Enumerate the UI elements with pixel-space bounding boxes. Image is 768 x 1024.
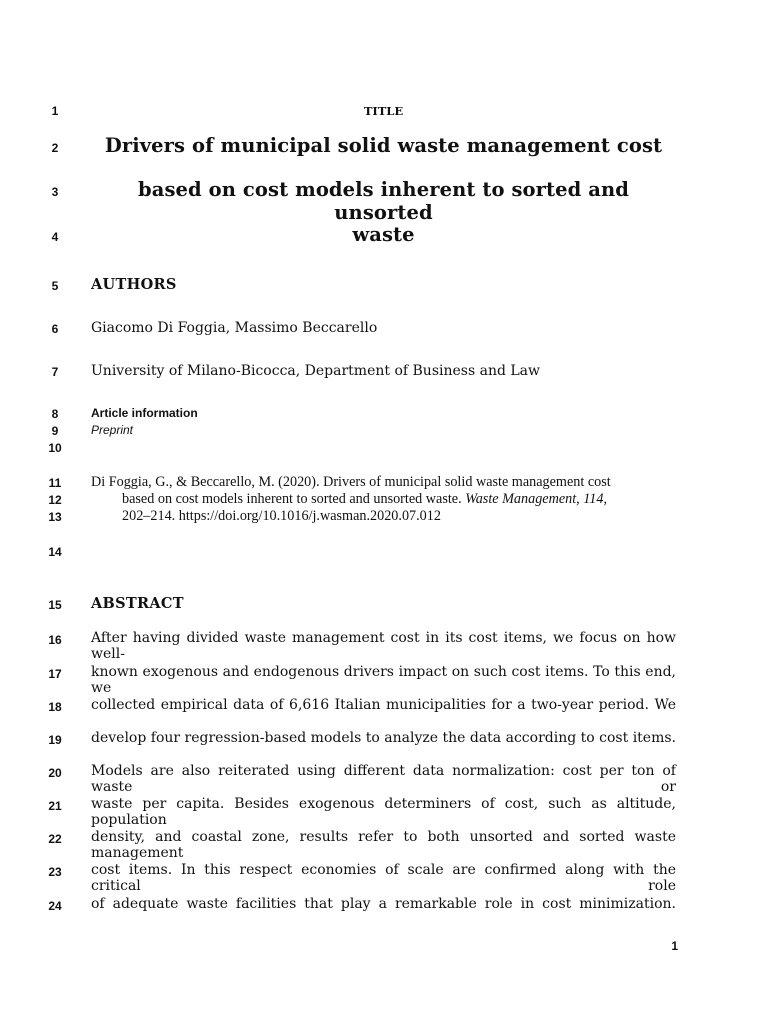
abstract-heading: ABSTRACT	[91, 595, 184, 612]
abstract-line-7: density, and coastal zone, results refer to both unsorted and sorted waste management	[91, 829, 676, 861]
abstract-line-6: waste per capita. Besides exogenous determiners of cost, such as altitude, population	[91, 796, 676, 828]
abstract-line-3: collected empirical data of 6,616 Italian municipalities for a two-year period. We	[91, 697, 676, 713]
line-number-9: 9	[51, 424, 59, 438]
citation-line-1: Di Foggia, G., & Beccarello, M. (2020). Drivers of municipal solid waste management cost	[91, 474, 611, 490]
line-number-14: 14	[48, 545, 62, 559]
line-number-11: 11	[48, 476, 62, 490]
line-number-10: 10	[48, 441, 62, 455]
line-number-13: 13	[48, 510, 62, 524]
line-number-24: 24	[48, 899, 62, 913]
citation-line-3: 202–214. https://doi.org/10.1016/j.wasman.2020.07.012	[122, 508, 441, 524]
line-number-3: 3	[51, 185, 59, 199]
abstract-line-9: of adequate waste facilities that play a remarkable role in cost minimization.	[91, 896, 676, 912]
abstract-line-8: cost items. In this respect economies of scale are confirmed along with the critical role	[91, 862, 676, 894]
line-number-16: 16	[48, 633, 62, 647]
line-number-6: 6	[51, 322, 59, 336]
line-number-20: 20	[48, 766, 62, 780]
citation-line-2	[122, 491, 682, 508]
abstract-line-4: develop four regression-based models to analyze the data according to cost items.	[91, 730, 676, 746]
abstract-line-1: After having divided waste management cost in its cost items, we focus on how well-	[91, 630, 676, 662]
line-number-12: 12	[48, 493, 62, 507]
line-number-17: 17	[48, 667, 62, 681]
line-number-19: 19	[48, 733, 62, 747]
line-number-18: 18	[48, 700, 62, 714]
line-number-5: 5	[51, 279, 59, 293]
authors-names: Giacomo Di Foggia, Massimo Beccarello	[91, 320, 378, 336]
authors-heading: AUTHORS	[91, 276, 177, 293]
article-type: Preprint	[91, 423, 134, 437]
paper-title-line-2: based on cost models inherent to sorted and unsorted	[137, 178, 630, 224]
citation-title-part: based on cost models inherent to sorted and unsorted waste.	[122, 491, 466, 507]
title-label: TITLE	[363, 104, 404, 118]
page-number: 1	[671, 939, 678, 953]
citation-separator: ,	[576, 491, 584, 507]
line-number-7: 7	[51, 365, 59, 379]
article-info-label: Article information	[91, 406, 198, 420]
abstract-line-5: Models are also reiterated using different data normalization: cost per ton of waste or	[91, 763, 676, 795]
line-number-22: 22	[48, 832, 62, 846]
affiliation: University of Milano-Bicocca, Department of Business and Law	[91, 363, 541, 379]
citation-comma: ,	[603, 491, 608, 507]
line-number-23: 23	[48, 865, 62, 879]
paper-title-line-3: waste	[352, 223, 415, 246]
paper-title-line-1: Drivers of municipal solid waste management cost	[104, 134, 663, 157]
line-number-2: 2	[51, 141, 59, 155]
line-number-4: 4	[51, 230, 59, 244]
line-number-21: 21	[48, 799, 62, 813]
citation-journal: Waste Management	[465, 491, 577, 507]
line-number-15: 15	[48, 598, 62, 612]
line-number-1: 1	[51, 104, 59, 118]
abstract-line-2: known exogenous and endogenous drivers impact on such cost items. To this end, we	[91, 664, 676, 696]
line-number-8: 8	[51, 407, 59, 421]
citation-volume: 114	[583, 491, 604, 507]
